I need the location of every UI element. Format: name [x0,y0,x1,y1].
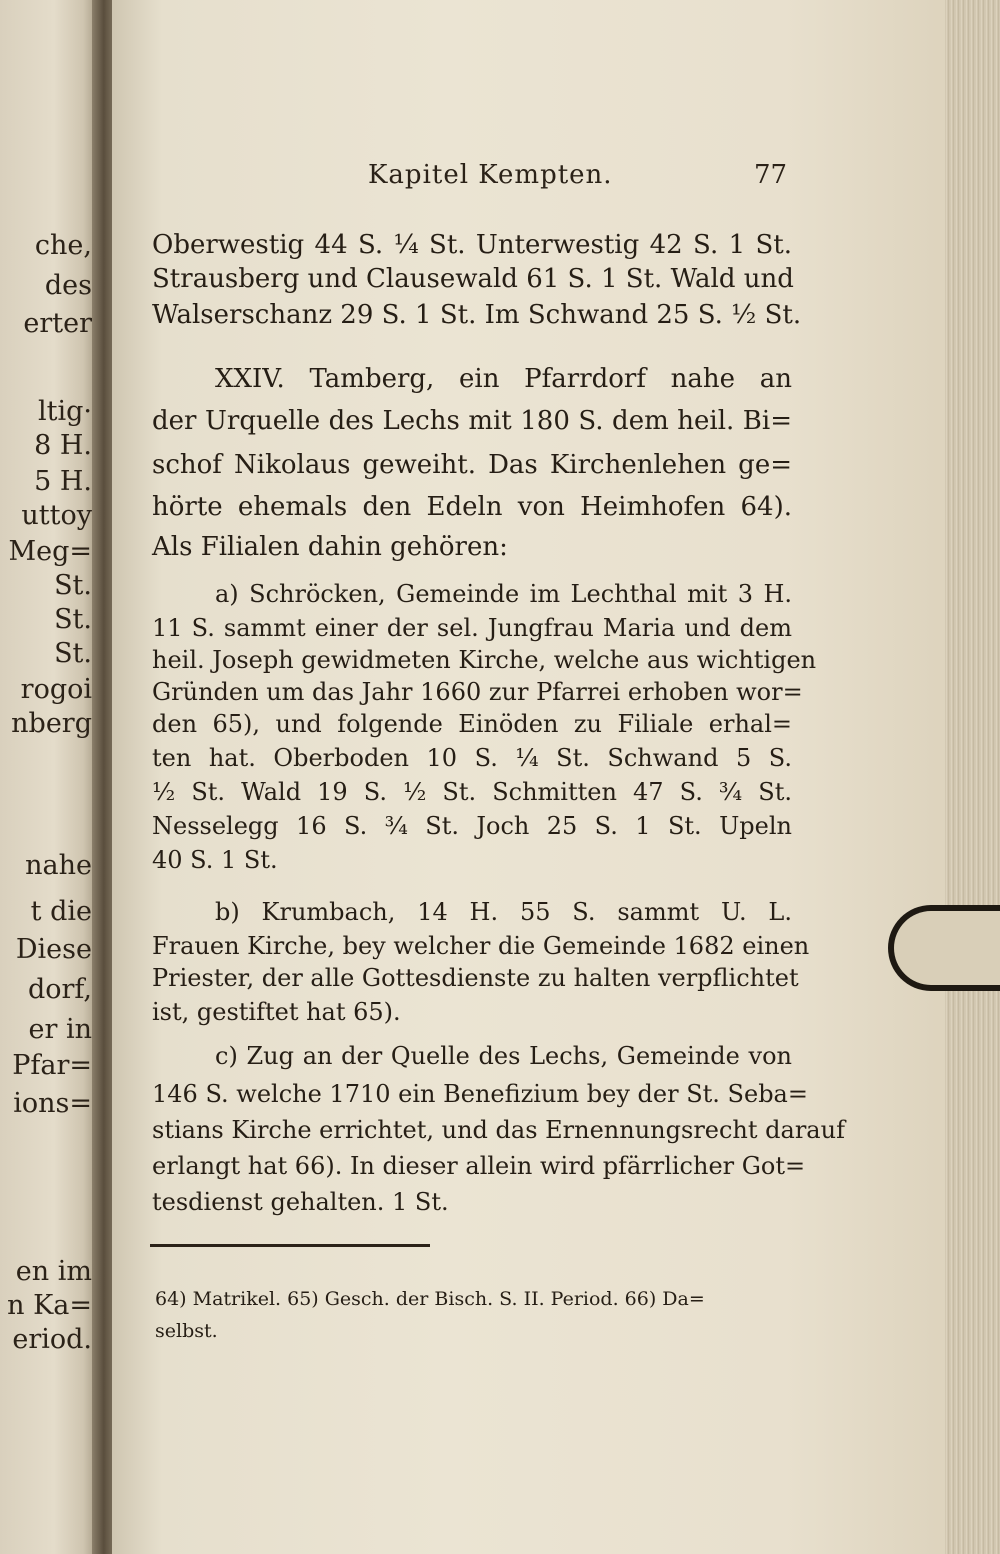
body-line: a) Schröcken, Gemeinde im Lechthal mit 3 H. [215,580,792,608]
left-fragment: en im [15,1256,92,1287]
body-line: erlangt hat 66). In dieser allein wird pfärrlicher Got= [152,1152,806,1180]
left-fragment: che, [34,230,92,261]
left-fragment: Meg= [8,536,92,567]
left-fragment: 8 H. [34,430,92,461]
body-line: hörte ehemals den Edeln von Heimhofen 64). [152,492,792,522]
left-fragment: St. [54,570,92,601]
body-line: 146 S. welche 1710 ein Benefizium bey der St. Seba= [152,1080,808,1108]
body-line: den 65), und folgende Einöden zu Filiale erhal= [152,710,792,738]
left-fragment: nberg [11,708,92,739]
page-fore-edge [945,0,1000,1554]
body-line: heil. Joseph gewidmeten Kirche, welche aus wichtigen [152,646,817,674]
body-line: schof Nikolaus geweiht. Das Kirchenlehen ge= [152,450,792,480]
body-line: Als Filialen dahin gehören: [152,532,508,562]
left-fragment: ltig· [38,396,92,427]
body-line: ten hat. Oberboden 10 S. ¼ St. Schwand 5 S. [152,744,792,772]
left-page-edge [0,0,98,1554]
body-line: b) Krumbach, 14 H. 55 S. sammt U. L. [215,898,792,926]
left-fragment: Diese [15,934,92,965]
left-fragment: St. [54,638,92,669]
body-line: tesdienst gehalten. 1 St. [152,1188,449,1216]
body-line: XXIV. Tamberg, ein Pfarrdorf nahe an [215,364,792,394]
running-header: Kapitel Kempten. [368,160,613,190]
left-fragment: dorf, [27,974,92,1005]
left-fragment: Pfar= [12,1050,92,1081]
left-fragment: des [44,270,92,301]
left-fragment: t die [30,896,92,927]
body-line: Gründen um das Jahr 1660 zur Pfarrei erhoben wor= [152,678,803,706]
left-fragment: ions= [13,1088,92,1119]
footnote-line: selbst. [155,1320,218,1342]
body-line: Walserschanz 29 S. 1 St. Im Schwand 25 S. ½ St. [152,300,802,330]
page-number: 77 [754,160,788,190]
footnote-line: 64) Matrikel. 65) Gesch. der Bisch. S. II. Period. 66) Da= [155,1288,705,1310]
body-line: ½ St. Wald 19 S. ½ St. Schmitten 47 S. ¾ St. [152,778,792,806]
left-fragment: n Ka= [7,1290,92,1321]
body-line: stians Kirche errichtet, und das Ernennungsrecht darauf [152,1116,845,1144]
left-fragment: nahe [25,850,92,881]
bookmark-clip [888,905,1000,991]
body-line: Frauen Kirche, bey welcher die Gemeinde 1682 einen [152,932,810,960]
body-line: Priester, der alle Gottesdienste zu halten verpflichtet [152,964,799,992]
body-line: Nesselegg 16 S. ¾ St. Joch 25 S. 1 St. Upeln [152,812,792,840]
body-line: ist, gestiftet hat 65). [152,998,401,1026]
body-line: c) Zug an der Quelle des Lechs, Gemeinde von [215,1042,792,1070]
left-fragment: 5 H. [34,466,92,497]
body-line: Oberwestig 44 S. ¼ St. Unterwestig 42 S. 1 St. [152,230,792,260]
footnote-rule [150,1244,430,1247]
left-fragment: St. [54,604,92,635]
left-fragment: erter [23,308,92,339]
left-fragment: uttoy [21,500,92,531]
left-fragment: eriod. [12,1324,92,1355]
left-fragment: rogoi [20,674,92,705]
body-line: Strausberg und Clausewald 61 S. 1 St. Wald und [152,264,794,294]
body-line: 40 S. 1 St. [152,846,278,874]
body-line: der Urquelle des Lechs mit 180 S. dem heil. Bi= [152,406,792,436]
left-fragment: er in [28,1014,92,1045]
body-line: 11 S. sammt einer der sel. Jungfrau Maria und dem [152,614,792,642]
